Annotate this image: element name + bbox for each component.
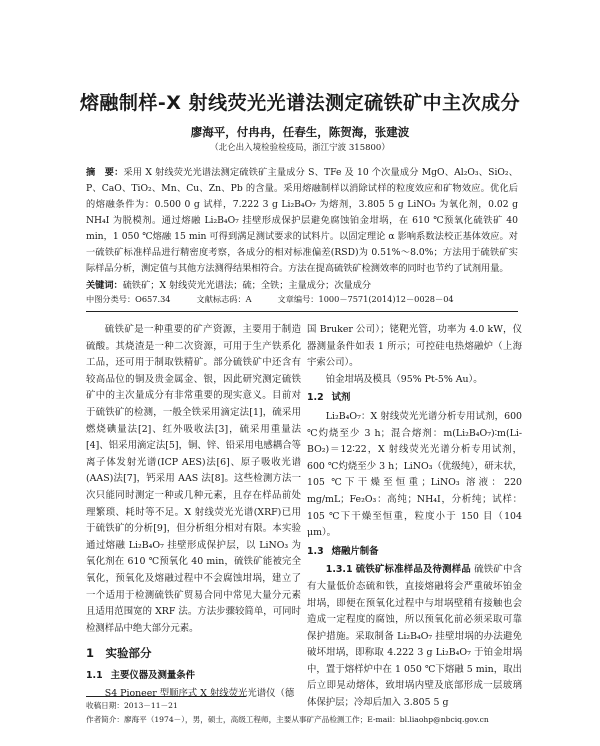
left-column: [86, 322, 301, 703]
instrument-paragraph: S4 Pioneer 型顺序式 X 射线荧光光谱仪（德: [104, 688, 295, 700]
subsubsection-number: 1.3.1: [325, 564, 353, 576]
subsection-heading-fusion: [307, 544, 522, 561]
article-number: 文章编号：1000－7571(2014)12－0028－04: [277, 294, 454, 304]
subsubsection-title: 硫铁矿标准样品及待测样品: [355, 564, 471, 576]
subsection-title: 主要仪器及测量条件: [110, 669, 195, 681]
document-code: 文献标志码：A: [196, 294, 252, 304]
subsection-title: 熔融片制备: [331, 545, 379, 557]
crucible-paragraph: 铂金坩埚及模具（95% Pt-5% Au）。: [325, 373, 483, 385]
keywords-text: 硫铁矿；X 射线荧光光谱法；硫；全铁；主量成分；次量成分: [122, 280, 372, 291]
fusion-paragraph: [307, 562, 522, 711]
subsection-number: 1.2: [307, 392, 324, 404]
keywords: [86, 278, 518, 293]
paper-title: 熔融制样-X 射线荧光光谱法测定硫铁矿中主次成分: [79, 92, 521, 114]
footnote-divider: [86, 696, 246, 697]
received-date: 收稿日期：2013－11－21: [86, 701, 178, 710]
subsection-heading-instruments: [86, 668, 301, 685]
instrument-paragraph-cont: 国 Bruker 公司）；铑靶光管，功率为 4.0 kW，仪器测量条件如表 1 所示；可控硅电热熔融炉（上海宇索公司）。: [307, 324, 522, 369]
fusion-text: 硫铁矿中含有大量低价态硫和铁，直接熔融将会严重破坏铂金坩埚，即便在预氧化过程中与坩埚壁稍有接触也会造成一定程度的腐蚀，所以预氧化前必须采取可靠保护措施。采取制备 Li₂B₄O₇ 挂壁坩埚的办法避免破坏坩埚，即称取 4.222 3 g Li₂B₄O₇ 于铂金坩埚中，置于熔样炉中在 1 050 ℃下熔融 5 min，取出后立即晃动熔体，致坩埚内壁及底部形成一层玻璃体保护层；冷却后加入 3.805 5 g: [307, 564, 522, 709]
subsection-heading-reagents: [307, 390, 522, 407]
section-heading-experimental: 1 实验部分: [86, 646, 152, 661]
author-list: 廖海平，付冉冉，任春生，陈贺海，张建波: [190, 125, 410, 139]
abstract-text: 采用 X 射线荧光光谱法测定硫铁矿主量成分 S、TFe 及 10 个次量成分 MgO、Al₂O₃、SiO₂、P、CaO、TiO₂、Mn、Cu、Zn、Pb 的含量。采用熔融制样以消除试样的粒度效应和矿物效应。优化后的熔融条件为：0.500 0 g 试样，7.222 3 g Li₂B₄O₇ 为熔剂，3.805 5 g LiNO₃ 为氧化剂，0.02 g NH₄I 为脱模剂。通过熔融 Li₂B₄O₇ 挂壁形成保护层避免腐蚀铂金坩埚，在 610 ℃预氧化硫铁矿 40 min，1 050 ℃熔融 15 min 可得到满足测试要求的试料片。以固定理论 α 影响系数法校正基体效应。对一硫铁矿标准样品进行精密度考察，各成分的相对标准偏差(RSD)为 0.51%～8.0%；方法用于硫铁矿实际样品分析，测定值与其他方法测得结果相符合。方法在提高硫铁矿检测效率的同时也节约了试剂用量。: [86, 167, 518, 274]
header-divider: [86, 311, 518, 312]
subsection-number: 1.1: [86, 669, 103, 681]
affiliation: （北仑出入境检验检疫局，浙江宁波 315800）: [210, 143, 390, 153]
abstract: [86, 165, 518, 277]
reagents-paragraph: Li₂B₄O₇：X 射线荧光光谱分析专用试剂，600 ℃灼烧至少 3 h；混合熔剂：m(Li₂B₄O₇)∶m(Li-BO₂)＝12∶22，X 射线荧光光谱分析专用试剂，600 ℃灼烧至少 3 h；LiNO₃（优级纯），研末状，105 ℃下干燥至恒重；LiNO₃ 溶液：220 mg/mL；Fe₂O₃：高纯；NH₄I，分析纯；试样：105 ℃下干燥至恒重，粒度小于 150 目（104 μm）。: [307, 410, 522, 539]
classification-row: [86, 294, 518, 305]
clc-number: 中图分类号：O657.34: [86, 294, 171, 304]
subsection-title: 试剂: [331, 392, 351, 404]
keywords-label: 关键词：: [86, 280, 123, 291]
author-bio: 作者简介：廖海平（1974－），男，硕士，高级工程师，主要从事矿产品检测工作；E-mail：bl.liaohp@nbciq.gov.cn: [86, 715, 489, 724]
intro-paragraph: 硫铁矿是一种重要的矿产资源，主要用于制造硫酸。其烧渣是一种二次资源，可用于生产铁系化工品，还可用于制取铁精矿。部分硫铁矿中还含有较高品位的铜及贵金属金、银，因此研究测定硫铁矿中的主次量成分有非常重要的现实意义。目前对于硫铁矿的检测，一般全铁采用滴定法[1]，硫采用燃烧碘量法[2]、红外吸收法[3]，硫采用重量法[4]、铝采用滴定法[5]，铜、锌、铅采用电感耦合等离子体发射光谱(ICP AES)法[6]、原子吸收光谱(AAS)法[7]，钙采用 AAS 法[8]。这些检测方法一次只能同时测定一种或几种元素，且存在样品前处理繁琐、耗时等不足。X 射线荧光光谱(XRF)已用于硫铁矿的分析[9]，但分析组分相对有限。本实验通过熔融 Li₂B₄O₇ 挂壁形成保护层，以 LiNO₃ 为氧化剂在 610 ℃预氧化 40 min，硫铁矿能被完全氧化，预氧化及熔融过程中不会腐蚀坩埚，建立了一个适用于检测硫铁矿贸易合同中常见大量分元素且适用范围宽的 XRF 法。方法步骤较简单，可同时检测样品中绝大部分元素。: [86, 324, 301, 634]
abstract-label: 摘 要：: [86, 167, 124, 178]
right-column: [307, 322, 522, 712]
subsection-number: 1.3: [307, 545, 324, 557]
